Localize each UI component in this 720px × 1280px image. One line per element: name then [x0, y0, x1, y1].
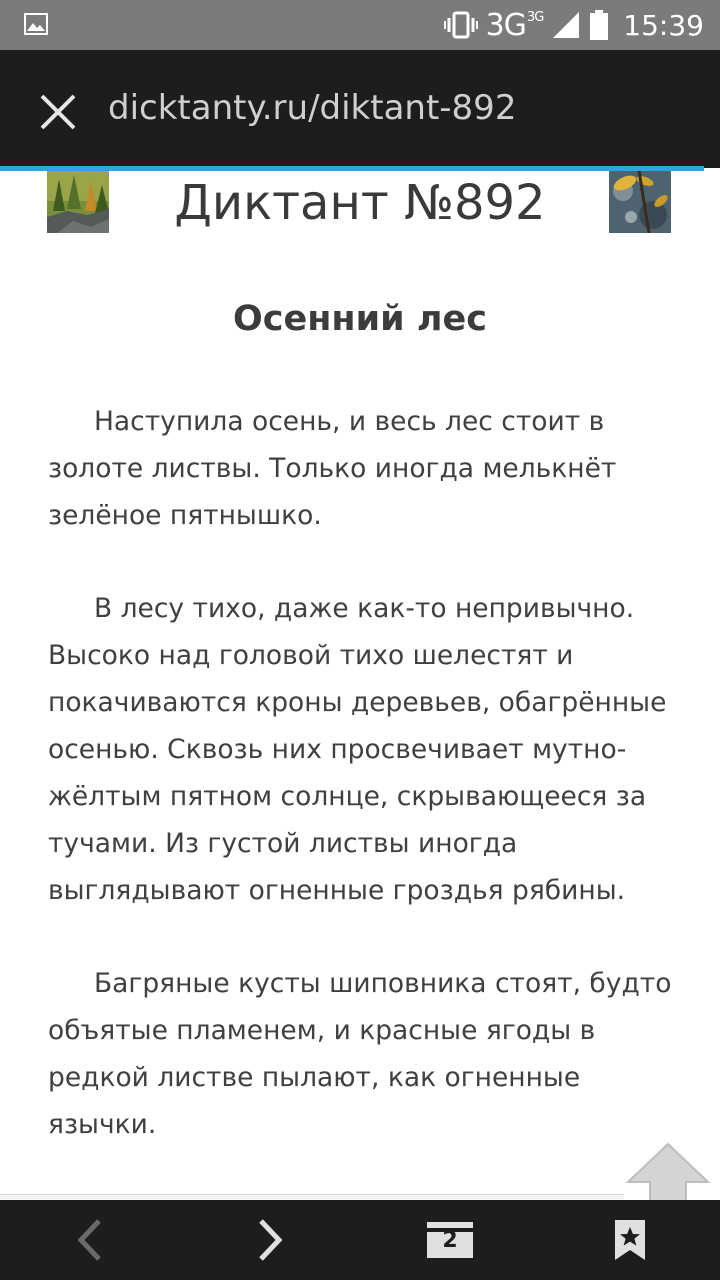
paragraph-2: В лесу тихо, даже как-то непривычно. Высоко над головой тихо шелестят и покачиваются кроны деревьев, обагрённые осенью. Сквозь них просвечивает мутно-жёлтым пятном солнце, скрывающееся за тучами. Из густой листвы иногда выглядывают огненные гроздья рябины. — [48, 593, 667, 906]
page-title: Диктант №892 — [174, 175, 546, 231]
chevron-right-icon — [255, 1218, 285, 1262]
bookmarks-button[interactable] — [580, 1200, 680, 1280]
vibrate-icon — [444, 11, 478, 39]
signal-icon — [551, 11, 581, 39]
battery-icon — [589, 10, 609, 40]
gallery-icon — [24, 13, 48, 35]
url-text[interactable]: dicktanty.ru/diktant-892 — [108, 88, 517, 128]
leaves-thumbnail-right — [609, 171, 671, 233]
bottom-navigation — [0, 1200, 720, 1280]
back-button[interactable] — [40, 1200, 140, 1280]
tabs-count: 2 — [442, 1227, 458, 1253]
status-time: 15:39 — [623, 8, 704, 42]
dictation-heading: Осенний лес — [233, 299, 487, 339]
tabs-button[interactable] — [400, 1200, 500, 1280]
paragraph-1: Наступила осень, и весь лес стоит в золоте листвы. Только иногда мелькнёт зелёное пятнышко. — [48, 406, 617, 531]
page-content — [0, 171, 720, 1201]
network-type: 3G $^{3G}$ — [485, 7, 544, 43]
custom-tab-toolbar — [0, 50, 720, 168]
status-icons — [444, 0, 704, 50]
paragraph-3: Багряные кусты шиповника стоят, будто объятые пламенем, и красные ягоды в редкой листве пылают, как огненные язычки. — [48, 968, 672, 1140]
forward-button[interactable] — [220, 1200, 320, 1280]
bookmark-star-icon — [613, 1218, 647, 1262]
status-bar — [0, 0, 720, 50]
scroll-to-top-icon[interactable] — [626, 1142, 710, 1202]
chevron-left-icon — [75, 1218, 105, 1262]
close-icon[interactable] — [36, 90, 80, 134]
